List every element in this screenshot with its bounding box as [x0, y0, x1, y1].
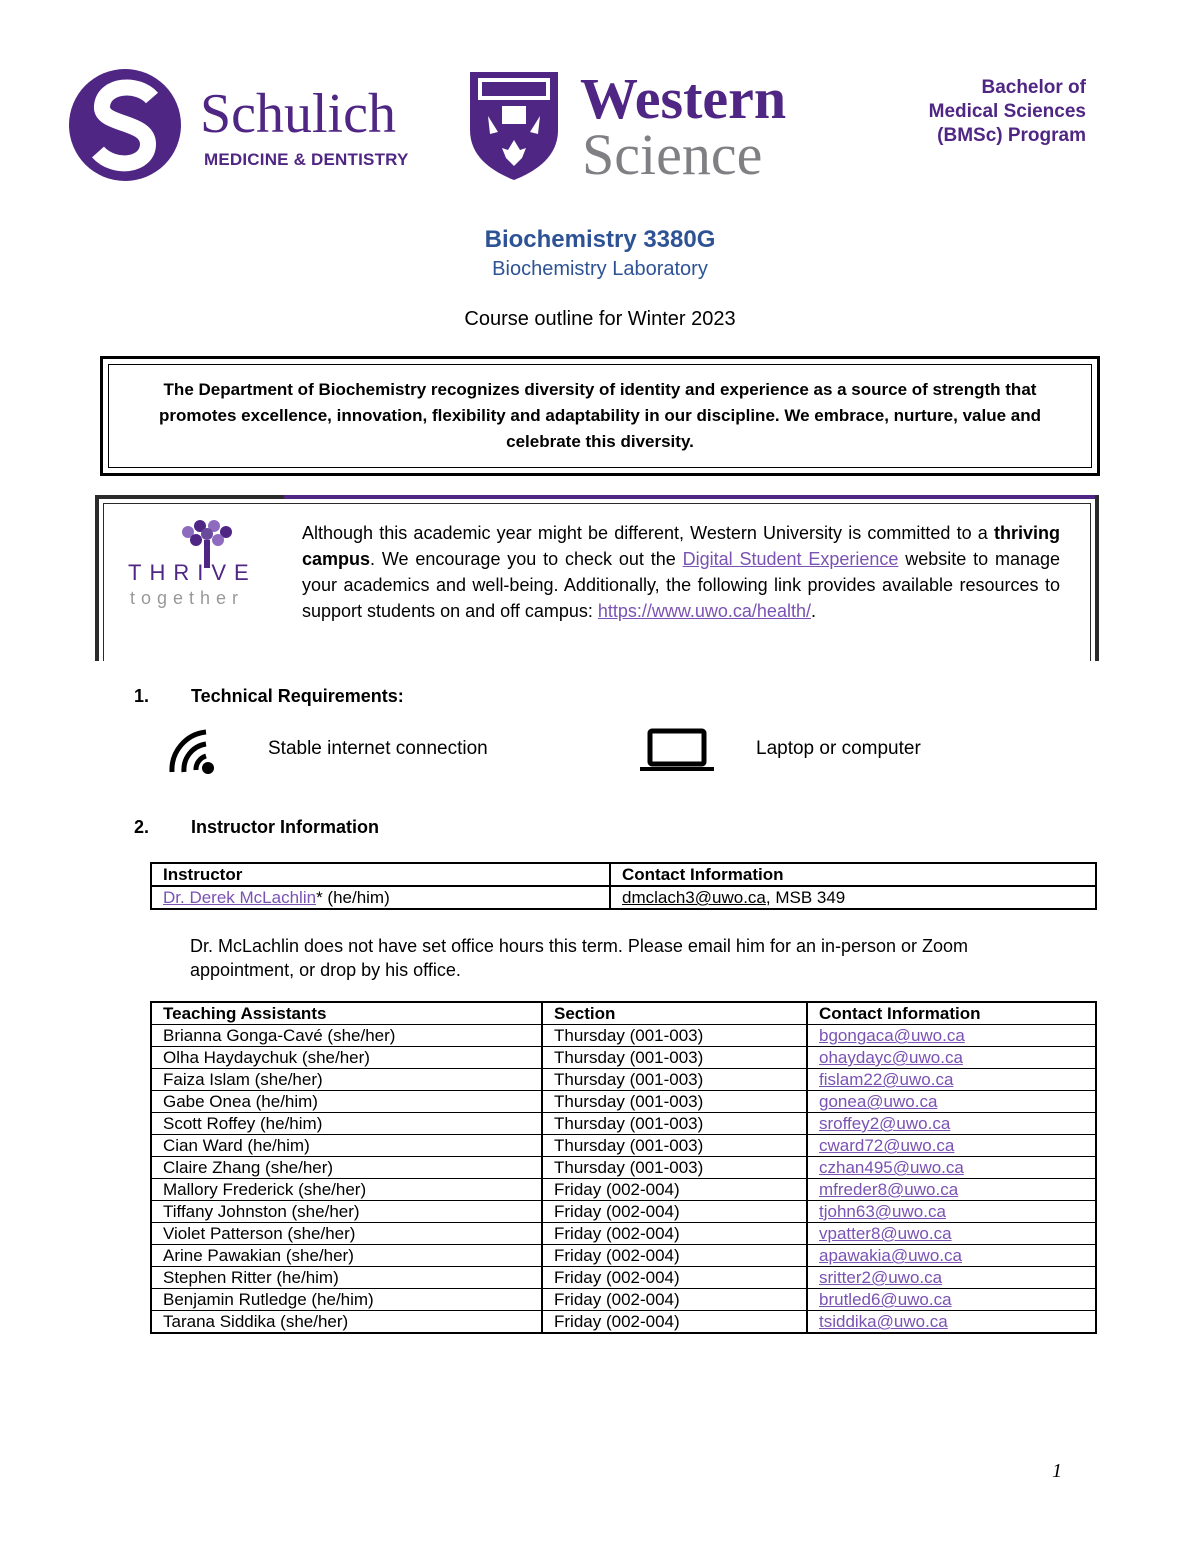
bmsc-line-1: Bachelor of [981, 77, 1086, 98]
ta-name-cell: Tiffany Johnston (she/her) [151, 1201, 542, 1223]
header-section: Section [542, 1002, 807, 1025]
ta-email-cell [807, 1069, 1096, 1091]
ta-name-cell: Tarana Siddika (she/her) [151, 1311, 542, 1334]
table-row [151, 1223, 1096, 1245]
section-2-title: Instructor Information [191, 817, 379, 837]
table-row [151, 1047, 1096, 1069]
diversity-statement: The Department of Biochemistry recognizes diversity of identity and experience as a source of strength that promotes excellence, innovation, flexibility and adaptability in our discipline. We embrace, nurture, value and celebrate this diversity. [158, 380, 1042, 451]
health-resources-link[interactable]: https://www.uwo.ca/health/ [597, 601, 811, 621]
table-row [151, 1157, 1096, 1179]
bmsc-program-label [900, 76, 1086, 148]
ta-email-link[interactable]: brutled6@uwo.ca [819, 1290, 952, 1309]
instructor-pronouns: * (he/him) [316, 888, 390, 907]
table-row [151, 1201, 1096, 1223]
instructor-name-cell [151, 886, 610, 909]
ta-section-cell: Friday (002-004) [542, 1179, 807, 1201]
instructor-table-header [151, 863, 1096, 886]
ta-section-cell: Thursday (001-003) [542, 1157, 807, 1179]
laptop-requirement: Laptop or computer [756, 738, 921, 759]
ta-name-cell: Brianna Gonga-Cavé (she/her) [151, 1025, 542, 1047]
ta-email-cell [807, 1135, 1096, 1157]
table-row [151, 1135, 1096, 1157]
science-wordmark: Science [582, 122, 763, 187]
instructor-name-link[interactable]: Dr. Derek McLachlin [163, 888, 317, 907]
ta-email-link[interactable]: bgongaca@uwo.ca [819, 1026, 965, 1045]
ta-email-link[interactable]: sroffey2@uwo.ca [819, 1114, 951, 1133]
thrive-word: THRIVE [128, 560, 257, 585]
ta-section-cell: Friday (002-004) [542, 1267, 807, 1289]
section-2-number: 2. [134, 817, 150, 837]
western-crest-icon [468, 70, 560, 182]
ta-section-cell: Friday (002-004) [542, 1223, 807, 1245]
instructor-email-link[interactable]: dmclach3@uwo.ca [622, 888, 766, 907]
bmsc-line-2: Medical Sciences [928, 101, 1086, 122]
thrive-text-2: . We encourage you to check out the [370, 549, 683, 569]
ta-name-cell: Claire Zhang (she/her) [151, 1157, 542, 1179]
ta-section-cell: Thursday (001-003) [542, 1047, 807, 1069]
ta-email-link[interactable]: ohaydayc@uwo.ca [819, 1048, 963, 1067]
digital-student-experience-link[interactable]: Digital Student Experience [682, 549, 899, 569]
thrive-paragraph [302, 520, 1060, 624]
ta-email-cell [807, 1179, 1096, 1201]
table-row [151, 1267, 1096, 1289]
western-wordmark: Western [580, 66, 787, 131]
ta-name-cell: Violet Patterson (she/her) [151, 1223, 542, 1245]
ta-section-cell: Friday (002-004) [542, 1245, 807, 1267]
thrive-text-3: website to manage your academics and well-being. Additionally, the following link provides available resources to support students on and off campus: [302, 549, 1061, 621]
table-row [151, 1025, 1096, 1047]
diversity-statement-box [100, 356, 1100, 476]
ta-email-cell [807, 1091, 1096, 1113]
ta-name-cell: Gabe Onea (he/him) [151, 1091, 542, 1113]
ta-email-cell [807, 1025, 1096, 1047]
ta-email-cell [807, 1245, 1096, 1267]
ta-email-cell [807, 1311, 1096, 1334]
ta-email-cell [807, 1113, 1096, 1135]
ta-name-cell: Scott Roffey (he/him) [151, 1113, 542, 1135]
ta-email-link[interactable]: cward72@uwo.ca [819, 1136, 955, 1155]
instructor-table [150, 862, 1097, 910]
ta-email-cell [807, 1157, 1096, 1179]
schulich-logo-icon [68, 68, 183, 183]
together-word: together [130, 588, 245, 608]
ta-section-cell: Thursday (001-003) [542, 1135, 807, 1157]
header-contact: Contact Information [610, 863, 1096, 886]
ta-email-link[interactable]: apawakia@uwo.ca [819, 1246, 962, 1265]
table-row [151, 1311, 1096, 1334]
ta-section-cell: Friday (002-004) [542, 1311, 807, 1334]
course-name: Biochemistry Laboratory [492, 258, 708, 280]
instructor-contact-cell [610, 886, 1096, 909]
ta-name-cell: Cian Ward (he/him) [151, 1135, 542, 1157]
bmsc-line-3: (BMSc) Program [937, 125, 1086, 146]
ta-email-cell [807, 1289, 1096, 1311]
table-row [151, 886, 1096, 909]
laptop-icon [640, 728, 714, 772]
ta-email-cell [807, 1047, 1096, 1069]
ta-section-cell: Friday (002-004) [542, 1289, 807, 1311]
header-instructor: Instructor [151, 863, 610, 886]
thrive-text-4: . [810, 601, 816, 621]
header-teaching-assistants: Teaching Assistants [151, 1002, 542, 1025]
teaching-assistants-table [150, 1001, 1097, 1334]
ta-name-cell: Olha Haydaychuk (she/her) [151, 1047, 542, 1069]
table-row [151, 1289, 1096, 1311]
internet-requirement: Stable internet connection [268, 738, 488, 759]
ta-email-link[interactable]: gonea@uwo.ca [819, 1092, 938, 1111]
table-row [151, 1245, 1096, 1267]
table-row [151, 1069, 1096, 1091]
ta-name-cell: Benjamin Rutledge (he/him) [151, 1289, 542, 1311]
page-number: 1 [1052, 1460, 1062, 1482]
ta-email-link[interactable]: tjohn63@uwo.ca [819, 1202, 946, 1221]
wifi-icon [166, 728, 222, 776]
instructor-office: , MSB 349 [765, 888, 846, 907]
thrive-bold: thriving campus [302, 523, 1060, 569]
ta-section-cell: Thursday (001-003) [542, 1113, 807, 1135]
ta-email-cell [807, 1223, 1096, 1245]
ta-name-cell: Arine Pawakian (she/her) [151, 1245, 542, 1267]
thrive-text-1: Although this academic year might be different, Western University is committed to a [302, 523, 994, 543]
table-row [151, 1179, 1096, 1201]
course-code: Biochemistry 3380G [484, 226, 716, 253]
schulich-name: Schulich [200, 83, 396, 145]
header-ta-contact: Contact Information [807, 1002, 1096, 1025]
schulich-subtitle: MEDICINE & DENTISTRY [204, 150, 409, 169]
ta-email-link[interactable]: czhan495@uwo.ca [819, 1158, 964, 1177]
ta-email-link[interactable]: tsiddika@uwo.ca [819, 1312, 948, 1331]
ta-email-cell [807, 1267, 1096, 1289]
table-row [151, 1091, 1096, 1113]
ta-email-link[interactable]: vpatter8@uwo.ca [819, 1224, 952, 1243]
table-row [151, 1113, 1096, 1135]
ta-section-cell: Thursday (001-003) [542, 1091, 807, 1113]
ta-name-cell: Mallory Frederick (she/her) [151, 1179, 542, 1201]
section-1-title: Technical Requirements: [191, 686, 404, 706]
instructor-office-hours-note: Dr. McLachlin does not have set office hours this term. Please email him for an in-person or Zoom appointment, or drop by his office. [190, 936, 969, 980]
ta-section-cell: Thursday (001-003) [542, 1069, 807, 1091]
ta-email-link[interactable]: sritter2@uwo.ca [819, 1268, 943, 1287]
ta-name-cell: Stephen Ritter (he/him) [151, 1267, 542, 1289]
ta-table-header [151, 1002, 1096, 1025]
ta-email-link[interactable]: fislam22@uwo.ca [819, 1070, 954, 1089]
course-outline-title: Course outline for Winter 2023 [464, 308, 736, 330]
ta-name-cell: Faiza Islam (she/her) [151, 1069, 542, 1091]
ta-email-cell [807, 1201, 1096, 1223]
ta-section-cell: Thursday (001-003) [542, 1025, 807, 1047]
ta-email-link[interactable]: mfreder8@uwo.ca [819, 1180, 959, 1199]
ta-section-cell: Friday (002-004) [542, 1201, 807, 1223]
section-1-number: 1. [134, 686, 150, 706]
